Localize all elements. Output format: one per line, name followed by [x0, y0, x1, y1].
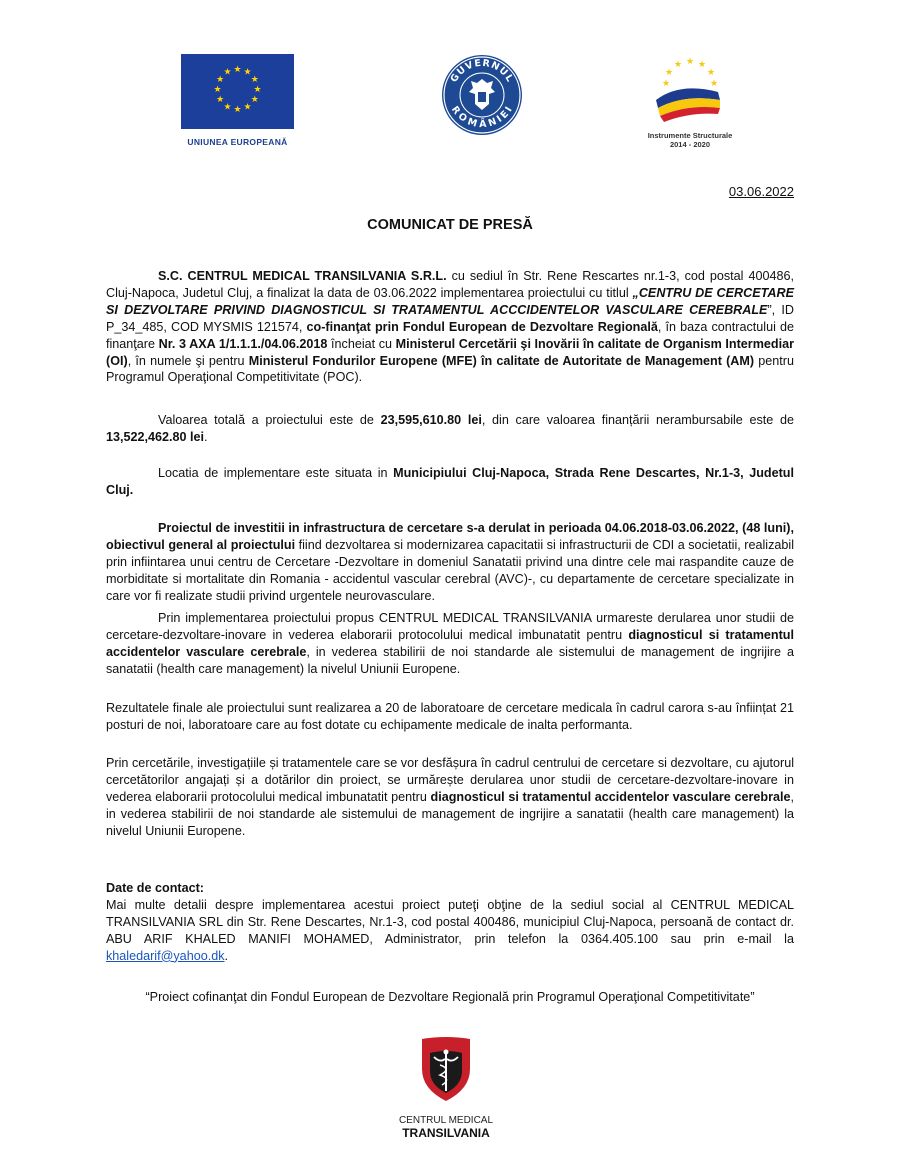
- government-logo: [441, 54, 523, 136]
- paragraph-implementation: Prin implementarea proiectului propus CENTRUL MEDICAL TRANSILVANIA urmareste derularea unor studii de cercetare-dezvoltare-inovare in vederea elaborarii protocolului medical imbunatatit pentru diagnosticul si tratamentul accidentelor vasculare cerebrale, in vederea stabilirii de noi standarde ale sistemului de management de ingrijire a sanatatii (health care management) la nivelul Uniunii Europene.: [106, 611, 795, 676]
- paragraph-value: Valoarea totală a proiectului este de 23,595,610.80 lei, din care valoarea finanțării nerambursabile este de 13,522,462.80 lei.: [106, 413, 794, 444]
- structural-instruments-caption: Instrumente Structurale 2014 - 2020: [647, 131, 733, 149]
- medical-shield-icon: [388, 1033, 504, 1105]
- svg-text:★: ★: [664, 68, 674, 78]
- document-title: COMUNICAT DE PRESĂ: [367, 217, 533, 233]
- paragraph-location: Locatia de implementare este situata in Municipiului Cluj-Napoca, Strada Rene Descartes, Nr.1-3, Judetul Cluj.: [106, 466, 794, 497]
- svg-text:★: ★: [709, 79, 719, 89]
- svg-text:★: ★: [685, 57, 695, 67]
- svg-text:★: ★: [213, 85, 222, 95]
- paragraph-results: Rezultatele finale ale proiectului sunt realizarea a 20 de laboratoare de cercetare medicala în cadrul carora s-au înființat 21 posturi de noi, laboratoare care au fost dotate cu echipamente medicale de inalta performanta.: [106, 701, 794, 732]
- contact-details: Mai multe detalii despre implementarea acestui proiect puteţi obţine de la sediul social al CENTRUL MEDICAL TRANSILVANIA SRL din Str. Rene Descartes, Nr.1-3, cod postal 400486, municipiul Cluj-Napoca, persoană de contact dr. ABU ARIF KHALED MANIFI MOHAMED, Administrator, prin telefon la 0364.405.100 sau prin e-mail la khaledarif@yahoo.dk.: [106, 898, 794, 963]
- company-logo: [388, 1033, 504, 1140]
- eu-flag-icon: [181, 54, 294, 129]
- paragraph-intro: S.C. CENTRUL MEDICAL TRANSILVANIA S.R.L. cu sediul în Str. Rene Rescartes nr.1-3, cod postal 400486, Cluj-Napoca, Judetul Cluj, a finalizat la data de 03.06.2022 implementarea proiectului cu titlul „CENTRU DE CERCETARE SI DEZVOLTARE PRIVIND DIAGNOSTICUL SI TRATAMENTUL ACCCIDENTELOR VASCULARE CEREBRALE”, ID P_34_485, COD MYSMIS 121574, co-finanţat prin Fondul European de Dezvoltare Regională, în baza contractului de finanţare Nr. 3 AXA 1/1.1.1./04.06.2018 încheiat cu Ministerul Cercetării şi Inovării în calitate de Organism Intermediar (OI), în numele şi pentru Ministerul Fondurilor Europene (MFE) în calitate de Autoritate de Management (AM) pentru Programul Operaţional Competitivitate (POC).: [106, 269, 794, 385]
- document-date: 03.06.2022: [728, 184, 794, 199]
- svg-text:★: ★: [243, 67, 252, 78]
- svg-text:★: ★: [706, 68, 716, 78]
- svg-text:★: ★: [697, 60, 707, 70]
- svg-text:★: ★: [253, 85, 262, 95]
- svg-text:★: ★: [216, 95, 225, 105]
- svg-text:★: ★: [250, 75, 259, 85]
- structural-instruments-icon: [640, 52, 740, 124]
- paragraph-objective: Proiectul de investitii in infrastructura de cercetare s-a derulat in perioada 04.06.2018-03.06.2022, (48 luni), obiectivul general al proiectului fiind dezvoltarea si modernizarea capacitatii si infrastructurii de CDI a societatii, realizabil prin infiintarea unui centru de Cercetare -Dezvoltare in domeniul Sanatatii privind una dintre cele mai raspandite cauze de morbiditate si mortalitate din Romania - accidentul vascular cerebral (AVC)-, cu departamente de cercetare specializate in care vor fi realizate studii privind urgentele neurovasculare.: [106, 521, 795, 603]
- structural-instruments-logo: [640, 52, 740, 149]
- company-logo-caption: CENTRUL MEDICAL TRANSILVANIA: [398, 1115, 494, 1140]
- svg-text:★: ★: [233, 105, 242, 115]
- svg-text:★: ★: [673, 60, 683, 70]
- svg-text:★: ★: [216, 75, 225, 85]
- svg-text:GUVERNUL: GUVERNUL: [448, 57, 516, 85]
- contact-email-link[interactable]: khaledarif@yahoo.dk: [106, 948, 225, 963]
- paragraph-research: Prin cercetările, investigațiile și tratamentele care se vor desfășura în cadrul centrului de cercetare si dezvoltare, cu ajutorul cercetătorilor angajați și a dotărilor din proiect, se urmărește derularea unor studii de cercetare-dezvoltare-inovare in vederea elaborarii protocolului medical imbunatatit pentru diagnosticul si tratamentul accidentelor vasculare cerebrale, in vederea stabilirii de noi standarde ale sistemului de management de ingrijire a sanatatii (health care management) la nivelul Uniunii Europene.: [106, 756, 794, 838]
- eu-caption: UNIUNEA EUROPEANĂ: [187, 137, 288, 147]
- svg-text:ROMÂNIEI: ROMÂNIEI: [448, 104, 516, 131]
- svg-text:★: ★: [233, 65, 242, 75]
- eu-logo: [181, 54, 294, 147]
- svg-text:★: ★: [223, 102, 232, 113]
- svg-text:★: ★: [243, 102, 252, 113]
- svg-text:★: ★: [223, 67, 232, 78]
- footer-quote: “Proiect cofinanţat din Fondul European de Dezvoltare Regională prin Programul Operaţional Competitivitate”: [145, 990, 755, 1004]
- svg-text:★: ★: [250, 95, 259, 105]
- svg-text:★: ★: [661, 79, 671, 89]
- romanian-government-seal-icon: [441, 54, 523, 136]
- contact-heading: Date de contact:: [106, 881, 204, 895]
